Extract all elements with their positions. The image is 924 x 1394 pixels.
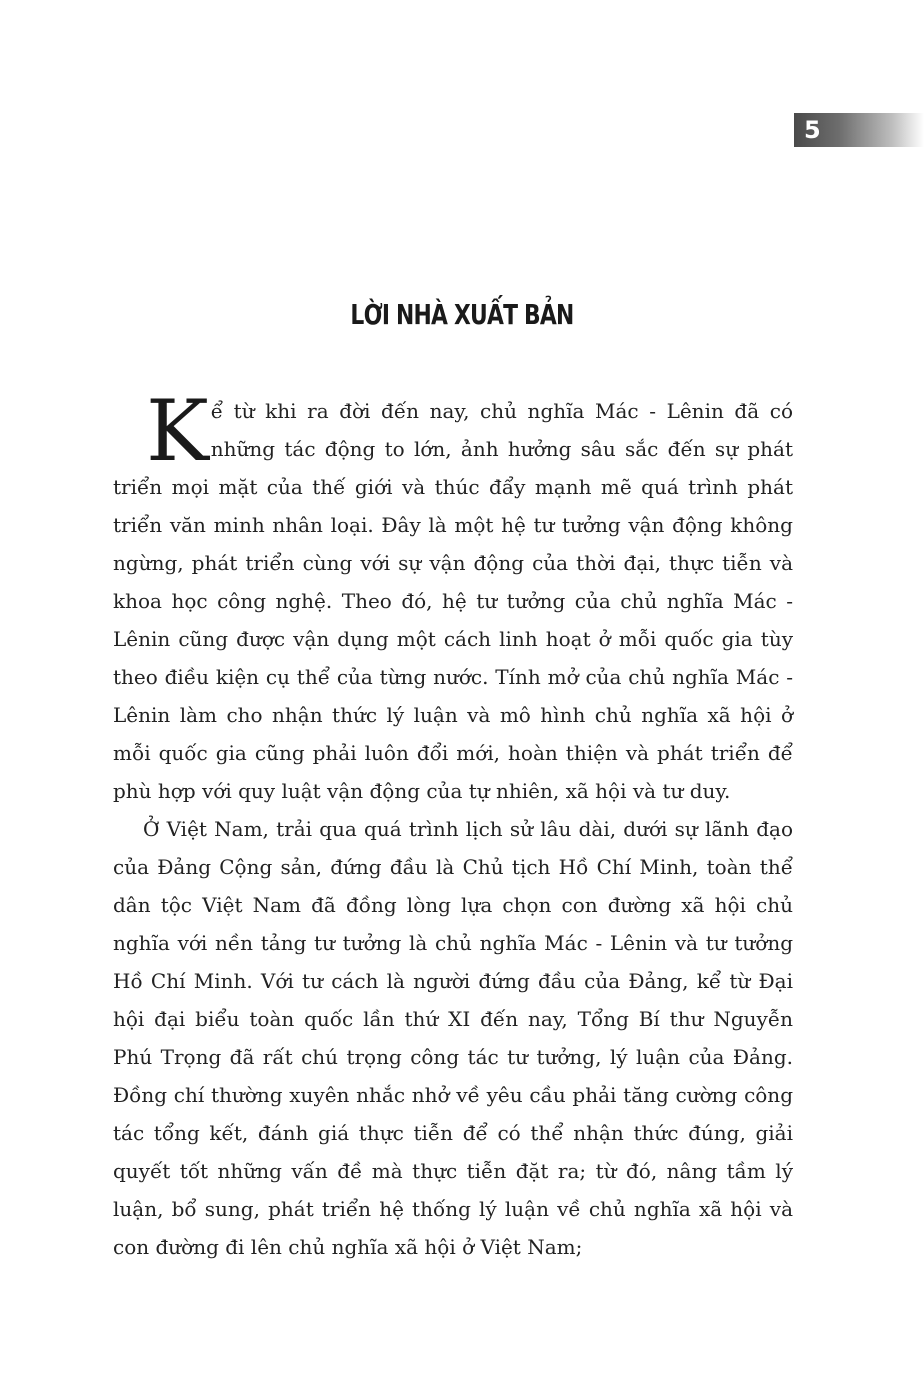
paragraph-2: Ở Việt Nam, trải qua quá trình lịch sử lâu dài, dưới sự lãnh đạo của Đảng Cộng sản, đứng đầu là Chủ tịch Hồ Chí Minh, toàn thể dân tộc Việt Nam đã đồng lòng lựa chọn con đường xã hội chủ nghĩa với nền tảng tư tưởng là chủ nghĩa Mác - Lênin và tư tưởng Hồ Chí Minh. Với tư cách là người đứng đầu của Đảng, kể từ Đại hội đại biểu toàn quốc lần thứ XI đến nay, Tổng Bí thư Nguyễn Phú Trọng đã rất chú trọng công tác tư tưởng, lý luận của Đảng. Đồng chí thường xuyên nhắc nhở về yêu cầu phải tăng cường công tác tổng kết, đánh giá thực tiễn để có thể nhận thức đúng, giải quyết tốt những vấn đề mà thực tiễn đặt ra; từ đó, nâng tầm lý luận, bổ sung, phát triển hệ thống lý luận về chủ nghĩa xã hội và con đường đi lên chủ nghĩa xã hội ở Việt Nam;	[113, 817, 793, 1259]
drop-cap-letter: K	[146, 382, 209, 480]
paragraph-1	[113, 382, 793, 810]
page-title: LỜI NHÀ XUẤT BẢN	[350, 298, 574, 331]
body-text	[113, 382, 793, 1266]
paragraph-1-text: ể từ khi ra đời đến nay, chủ nghĩa Mác - Lênin đã có những tác động to lớn, ảnh hưởng sâu sắc đến sự phát triển mọi mặt của thế giới và thúc đẩy mạnh mẽ quá trình phát triển văn minh nhân loại. Đây là một hệ tư tưởng vận động không ngừng, phát triển cùng với sự vận động của thời đại, thực tiễn và khoa học công nghệ. Theo đó, hệ tư tưởng của chủ nghĩa Mác - Lênin cũng được vận dụng một cách linh hoạt ở mỗi quốc gia tùy theo điều kiện cụ thể của từng nước. Tính mở của chủ nghĩa Mác - Lênin làm cho nhận thức lý luận và mô hình chủ nghĩa xã hội ở mỗi quốc gia cũng phải luôn đổi mới, hoàn thiện và phát triển để phù hợp với quy luật vận động của tự nhiên, xã hội và tư duy.	[113, 399, 793, 803]
page-number-tab	[794, 113, 924, 147]
page-number: 5	[804, 116, 821, 144]
